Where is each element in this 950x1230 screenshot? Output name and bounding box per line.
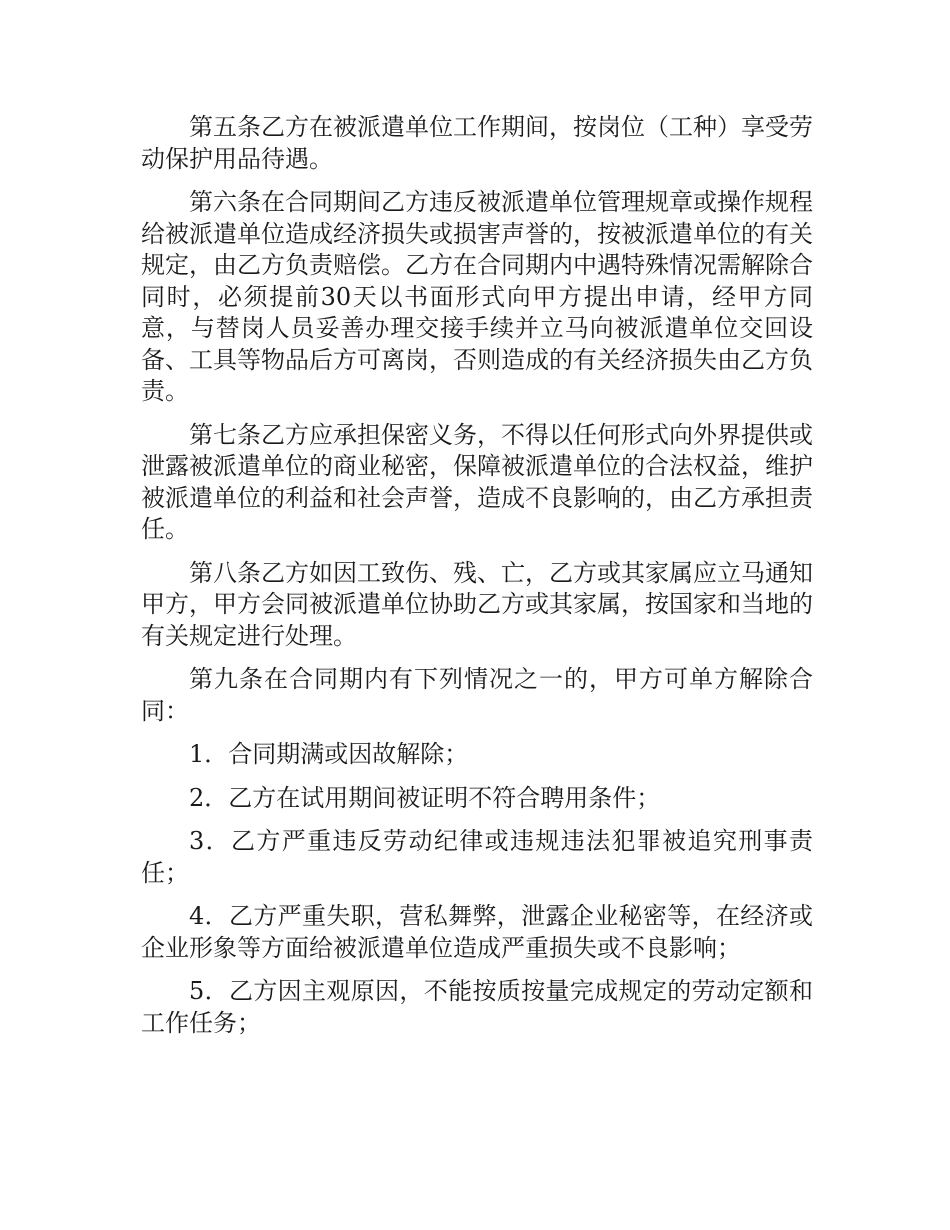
article-8-paragraph: 第八条乙方如因工致伤、残、亡，乙方或其家属应立马通知甲方，甲方会同被派遣单位协助乙方或其家属，按国家和当地的有关规定进行处理。 [141, 558, 813, 650]
article-5-paragraph: 第五条乙方在被派遣单位工作期间，按岗位（工种）享受劳动保护用品待遇。 [141, 113, 813, 173]
article-9-paragraph: 第九条在合同期内有下列情况之一的，甲方可单方解除合同： [141, 665, 813, 725]
document-body [141, 112, 813, 1039]
article-7-paragraph: 第七条乙方应承担保密义务，不得以任何形式向外界提供或泄露被派遣单位的商业秘密，保障被派遣单位的合法权益，维护被派遣单位的利益和社会声誉，造成不良影响的，由乙方承担责任。 [141, 420, 813, 543]
list-item-4: 4．乙方严重失职，营私舞弊，泄露企业秘密等，在经济或企业形象等方面给被派遣单位造成严重损失或不良影响； [141, 902, 813, 962]
list-item-1: 1．合同期满或因故解除； [189, 740, 469, 768]
article-6-paragraph: 第六条在合同期间乙方违反被派遣单位管理规章或操作规程给被派遣单位造成经济损失或损害声誉的，按被派遣单位的有关规定，由乙方负责赔偿。乙方在合同期内中遇特殊情况需解除合同时，必须提前30天以书面形式向甲方提出申请，经甲方同意，与替岗人员妥善办理交接手续并立马向被派遣单位交回设备、工具等物品后方可离岗，否则造成的有关经济损失由乙方负责。 [141, 188, 813, 405]
list-item-2: 2．乙方在试用期间被证明不符合聘用条件； [189, 783, 661, 812]
list-item-5: 5．乙方因主观原因，不能按质按量完成规定的劳动定额和工作任务； [141, 977, 813, 1037]
list-item-3: 3．乙方严重违反劳动纪律或违规违法犯罪被追究刑事责任； [141, 827, 813, 887]
